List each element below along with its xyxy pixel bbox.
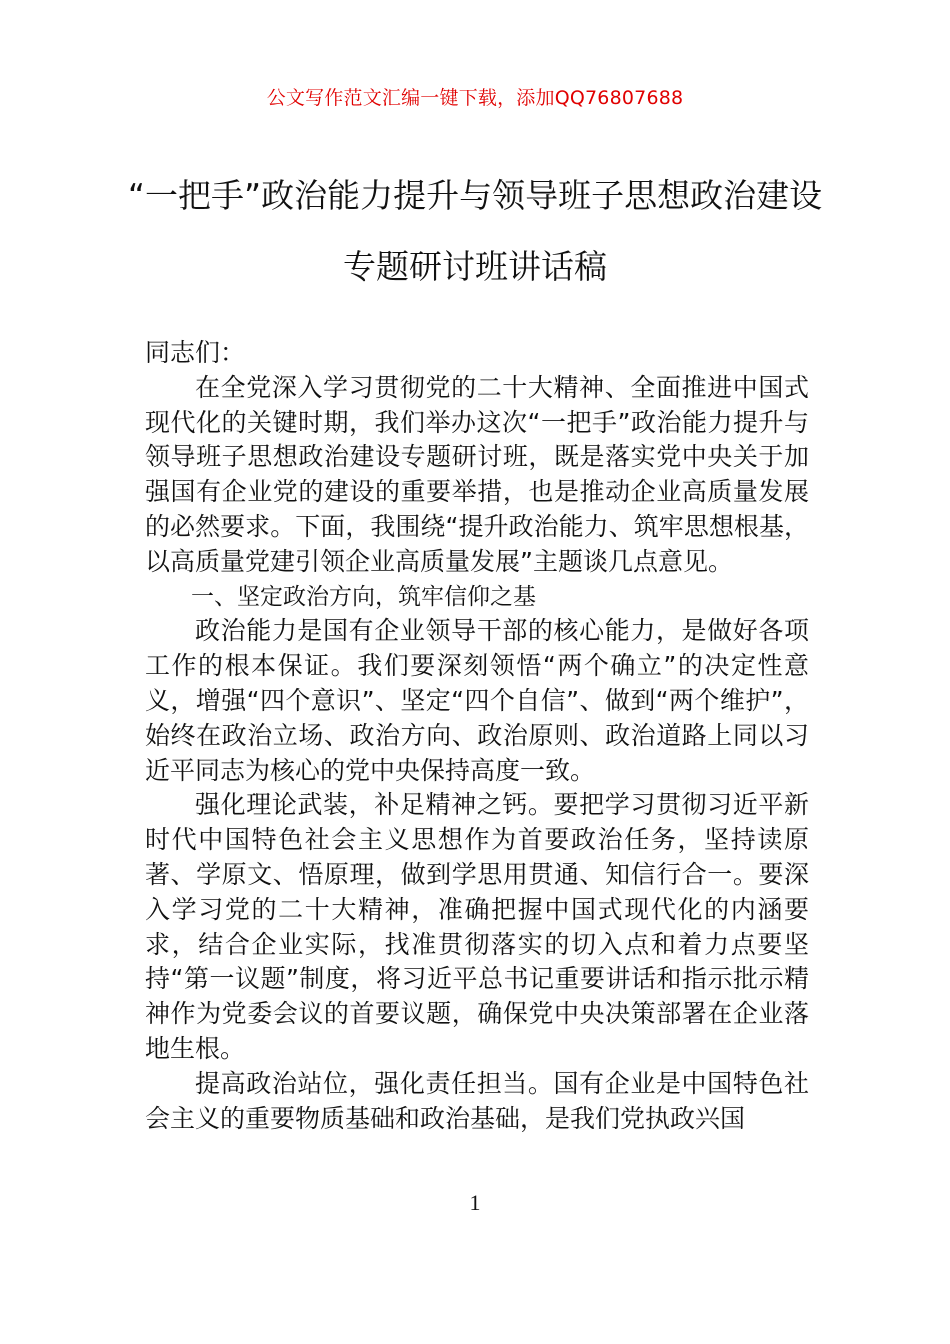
paragraph-intro: 在全党深入学习贯彻党的二十大精神、全面推进中国式现代化的关键时期，我们举办这次“一把手”政治能力提升与领导班子思想政治建设专题研讨班，既是落实党中央关于加强国有企业党的建设的重要举措，也是推动企业高质量发展的必然要求。下面，我围绕“提升政治能力、筑牢思想根基，以高质量党建引领企业高质量发展”主题谈几点意见。 (145, 372, 809, 576)
paragraph-theory-armament: 强化理论武装，补足精神之钙。要把学习贯彻习近平新时代中国特色社会主义思想作为首要政治任务，坚持读原著、学原文、悟原理，做到学思用贯通、知信行合一。要深入学习党的二十大精神，准确把握中国式现代化的内涵要求，结合企业实际，找准贯彻落实的切入点和着力点要坚持“第一议题”制度，将习近平总书记重要讲话和指示批示精神作为党委会议的首要议题，确保党中央决策部署在企业落地生根。 (145, 790, 809, 1063)
document-body (145, 336, 809, 1136)
paragraph-political-ability: 政治能力是国有企业领导干部的核心能力，是做好各项工作的根本保证。我们要深刻领悟“两个确立”的决定性意义，增强“四个意识”、坚定“四个自信”、做到“两个维护”，始终在政治立场、政治方向、政治原则、政治道路上同以习近平同志为核心的党中央保持高度一致。 (145, 616, 809, 785)
document-title: “一把手”政治能力提升与领导班子思想政治建设专题研讨班讲话稿 (127, 176, 823, 286)
section-heading-1: 一、坚定政治方向，筑牢信仰之基 (191, 583, 536, 610)
paragraph-political-standing: 提高政治站位，强化责任担当。国有企业是中国特色社会主义的重要物质基础和政治基础，是我们党执政兴国 (145, 1068, 809, 1133)
page-number: 1 (469, 1190, 481, 1215)
greeting: 同志们： (145, 338, 246, 367)
header-download-note: 公文写作范文汇编一键下载，添加QQ76807688 (266, 87, 684, 109)
